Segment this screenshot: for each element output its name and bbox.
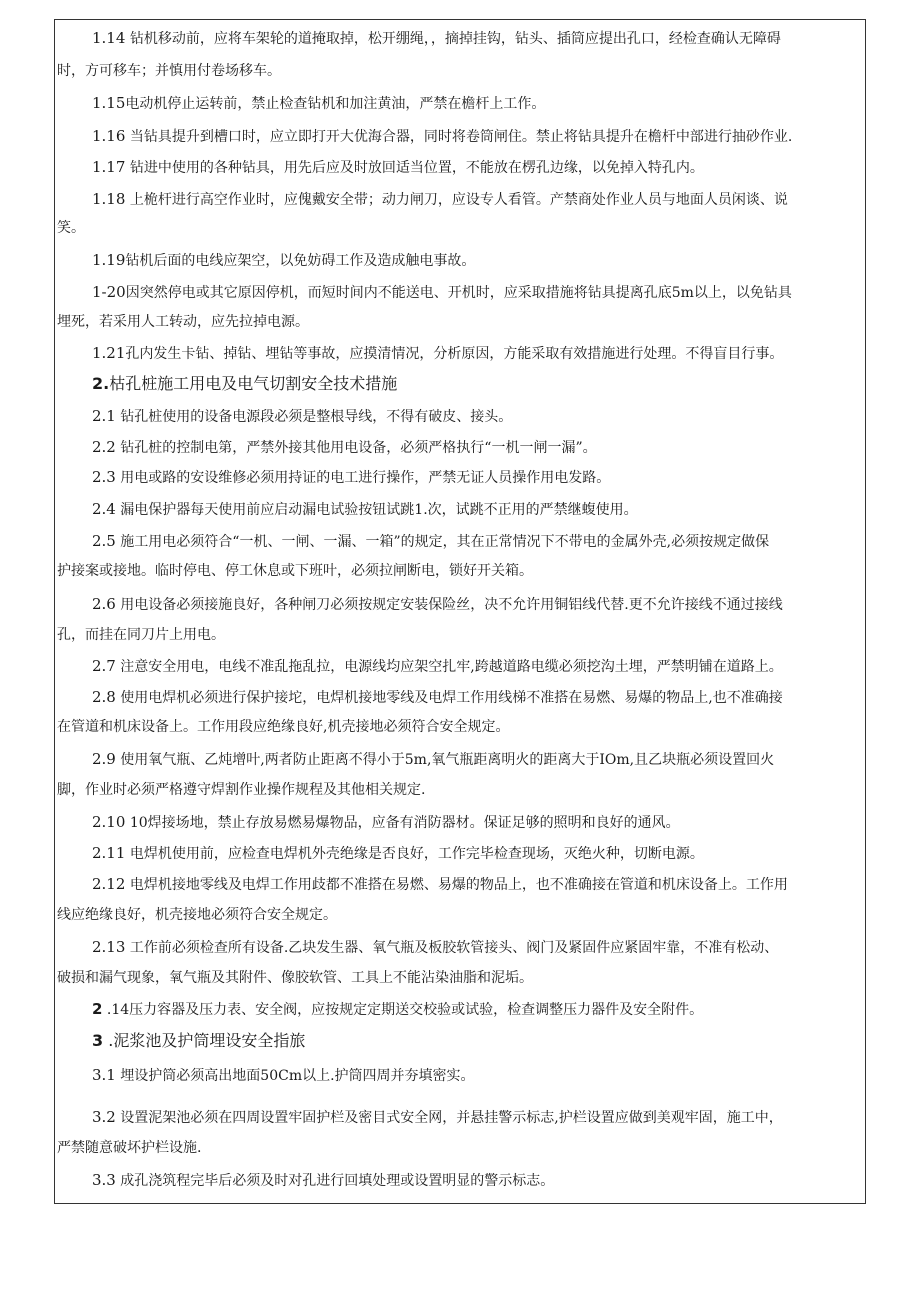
para-2-4: 2.4 漏电保护器每天使用前应启动漏电试验按钮试跳1.次，试跳不正用的严禁继蝮使用。 — [92, 500, 638, 518]
para-2-13-cont: 破损和漏气现象，氧气瓶及其附件、像胶软管、工具上不能沾染油脂和泥垢。 — [57, 970, 533, 986]
para-2-2: 2.2 钻孔桩的控制电第，严禁外接其他用电设备，必须严格执行“一机一闸一漏”。 — [92, 438, 597, 456]
para-3-2-cont: 严禁随意破坏护栏设施. — [57, 1140, 202, 1156]
para-2-1: 2.1 钻孔桩使用的设备电源段必须是整根导线，不得有破皮、接头。 — [92, 407, 513, 425]
para-2-12-cont: 线应绝缘良好，机壳接地必须符合安全规定。 — [57, 907, 337, 923]
para-2-12: 2.12 电焊机接地零线及电焊工作用歧都不准搭在易燃、易爆的物品上，也不准确接在管道和机床设备上。工作用 — [92, 875, 788, 893]
para-2-5: 2.5 施工用电必须符合“一机、一闸、一漏、一箱”的规定，其在正常情况下不带电的金属外壳,必须按规定做保 — [92, 532, 770, 550]
para-1-15: 1.15电动机停止运转前，禁止检查钻机和加注黄油，严禁在檐杆上工作。 — [92, 94, 546, 112]
para-1-20-cont: 埋死，若采用人工转动，应先拉掉电源。 — [57, 314, 309, 330]
para-1-18-cont: 笑。 — [57, 220, 85, 236]
para-2-11: 2.11 电焊机使用前，应检查电焊机外壳绝缘是否良好，工作完毕检查现场，灭绝火种，切断电源。 — [92, 844, 704, 862]
para-1-14: 1.14 钻机移动前，应将车架轮的道掩取掉，松开绷绳，，摘掉挂钩，钻头、插筒应提出孔口，经检查确认无障碍 — [92, 29, 781, 47]
section-heading-3: 3 .泥浆池及护筒埋设安全指旅 — [92, 1031, 306, 1050]
para-1-21: 1.21孔内发生卡钻、掉钻、埋钻等事故，应摸清情况，分析原因，方能采取有效措施进行处理。不得盲目行事。 — [92, 344, 784, 362]
para-2-3: 2.3 用电或路的安设维修必须用持证的电工进行操作，严禁无证人员操作用电发路。 — [92, 468, 611, 486]
para-2-9-cont: 脚，作业时必须严格遵守焊割作业操作规程及其他相关规定. — [57, 782, 426, 798]
para-1-19: 1.19钻机后面的电线应架空，以免妨碍工作及造成触电事故。 — [92, 251, 476, 269]
para-2-9: 2.9 使用氧气瓶、乙炖增叶,两者防止距离不得小于5m,氧气瓶距离明火的距离大于IOm,且乙块瓶必须设置回火 — [92, 750, 775, 768]
para-2-14: 2 .14压力容器及压力表、安全阀，应按规定定期送交校验或试验，检查调整压力器件及安全附件。 — [92, 1000, 704, 1018]
para-1-16: 1.16 当钻具提升到槽口时，应立即打开大优海合器，同时将卷筒闸住。禁止将钻具提升在檐杆中部进行抽砂作业. — [92, 127, 793, 145]
para-2-8-cont: 在管道和机床设备上。工作用段应绝缘良好,机壳接地必须符合安全规定。 — [57, 719, 510, 735]
section-heading-2: 2.枯孔桩施工用电及电气切割安全技术措施 — [92, 374, 398, 393]
para-3-3: 3.3 成孔浇筑程完毕后必须及时对孔进行回填处理或设置明显的警示标志。 — [92, 1171, 555, 1189]
para-3-1: 3.1 埋设护筒必须高出地面50Cm以上.护筒四周并夯填密实。 — [92, 1066, 475, 1084]
para-1-14-cont: 时，方可移车；并慎用付卷场移车。 — [57, 63, 281, 79]
para-1-20: 1-20因突然停电或其它原因停机，而短时间内不能送电、开机时，应采取措施将钻具提离孔底5m以上，以免钻具 — [92, 283, 792, 301]
para-2-6: 2.6 用电设备必须接施良好，各种闸刀必须按规定安装保险丝，决不允许用铜铝线代替.更不允许接线不通过接线 — [92, 595, 783, 613]
para-2-7: 2.7 注意安全用电，电线不准乱拖乱拉，电源线均应架空扎牢,跨越道路电缆必须挖沟土埋，严禁明铺在道路上。 — [92, 657, 783, 675]
para-3-2: 3.2 设置泥架池必须在四周设置牢固护栏及密目式安全网，并悬挂警示标志,护栏设置应做到美观牢固，施工中， — [92, 1108, 783, 1126]
para-2-6-cont: 孔，而挂在同刀片上用电。 — [57, 627, 225, 643]
para-2-5-cont: 护接案或接地。临时停电、停工休息或下班叶，必须拉闸断电，锁好开关箱。 — [57, 563, 533, 579]
para-2-10: 2.10 10焊接场地，禁止存放易燃易爆物品，应备有消防器材。保证足够的照明和良好的通风。 — [92, 813, 680, 831]
para-2-8: 2.8 使用电焊机必须进行保护接坨，电焊机接地零线及电焊工作用线梯不准搭在易燃、易爆的物品上,也不准确接 — [92, 688, 783, 706]
para-1-18: 1.18 上桅杆进行高空作业时，应傀戴安全带；动力闸刀，应设专人看管。产禁商处作业人员与地面人员闲谈、说 — [92, 190, 788, 208]
para-1-17: 1.17 钻进中使用的各种钻具，用先后应及时放回适当位置，不能放在楞孔边缘，以免掉入特孔内。 — [92, 158, 704, 176]
para-2-13: 2.13 工作前必须检查所有设备.乙块发生器、氧气瓶及板胶软管接头、阀门及紧固件应紧固牢靠，不准有松动、 — [92, 938, 779, 956]
